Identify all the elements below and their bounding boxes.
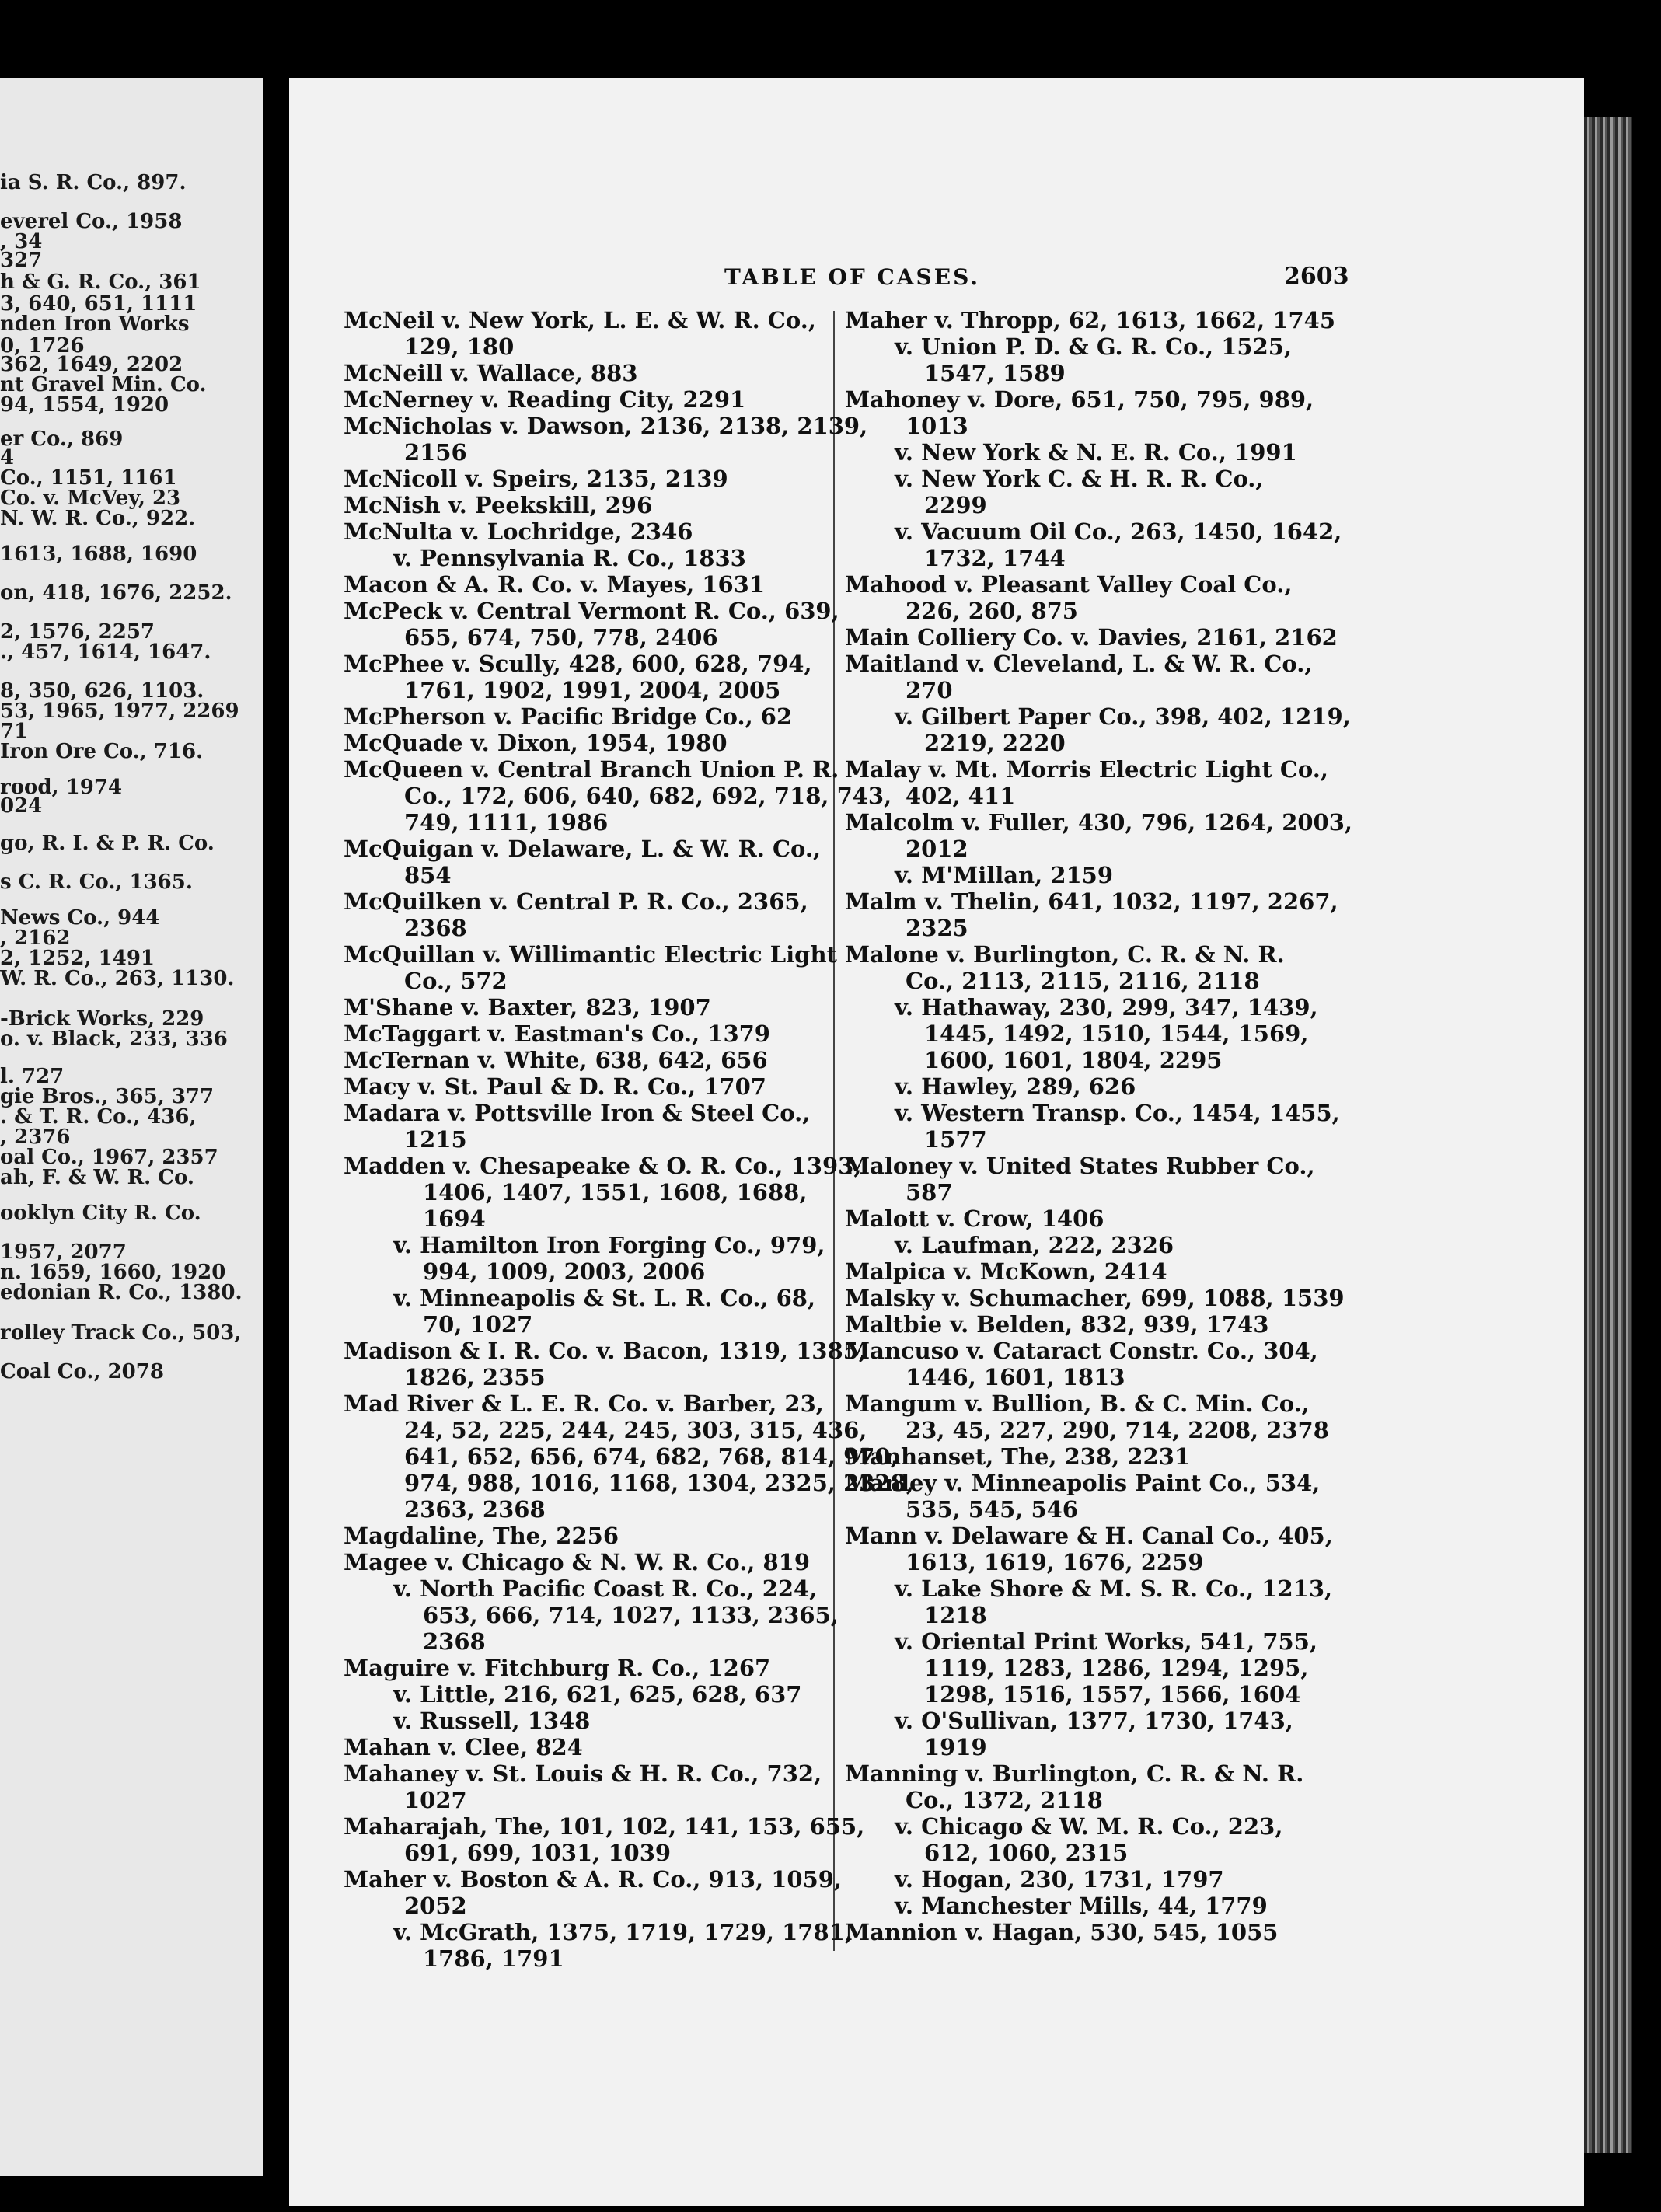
- case-entry: Magdaline, The, 2256: [344, 1523, 619, 1549]
- case-entry-continuation: 226, 260, 875: [906, 598, 1078, 624]
- fragment-line: 4: [0, 446, 15, 469]
- fragment-line: nden Iron Works: [0, 312, 190, 336]
- fragment-line: gie Bros., 365, 377: [0, 1085, 215, 1108]
- case-entry: Maharajah, The, 101, 102, 141, 153, 655,: [344, 1813, 865, 1840]
- case-entry: Manhanset, The, 238, 2231: [845, 1443, 1191, 1470]
- case-entry: McNeill v. Wallace, 883: [344, 360, 638, 386]
- case-sub-entry: v. Hawley, 289, 626: [895, 1073, 1136, 1100]
- case-entry-continuation: 535, 545, 546: [906, 1496, 1078, 1523]
- case-entry-continuation: 974, 988, 1016, 1168, 1304, 2325, 2328,: [404, 1470, 914, 1496]
- fragment-line: News Co., 944: [0, 906, 160, 930]
- case-entry-continuation: 1446, 1601, 1813: [906, 1364, 1125, 1390]
- case-entry: Malott v. Crow, 1406: [845, 1205, 1104, 1232]
- case-entry: Mancuso v. Cataract Constr. Co., 304,: [845, 1338, 1318, 1364]
- case-entry: McQuillan v. Willimantic Electric Light: [344, 941, 837, 968]
- fragment-line: 1957, 2077: [0, 1240, 127, 1264]
- fragment-line: o. v. Black, 233, 336: [0, 1027, 228, 1051]
- case-entry-continuation: 612, 1060, 2315: [924, 1840, 1129, 1866]
- case-entry-continuation: 2219, 2220: [924, 730, 1066, 756]
- case-entry: McNicoll v. Speirs, 2135, 2139: [344, 466, 728, 492]
- case-sub-entry: v. Minneapolis & St. L. R. Co., 68,: [393, 1285, 816, 1311]
- fragment-line: ooklyn City R. Co.: [0, 1202, 201, 1225]
- case-entry-continuation: 691, 699, 1031, 1039: [404, 1840, 672, 1866]
- case-sub-entry: v. Western Transp. Co., 1454, 1455,: [895, 1100, 1340, 1126]
- case-entry-continuation: 1600, 1601, 1804, 2295: [924, 1047, 1223, 1073]
- case-entry: Maltbie v. Belden, 832, 939, 1743: [845, 1311, 1269, 1338]
- case-entry-continuation: 2325: [906, 915, 968, 941]
- case-sub-entry: v. New York C. & H. R. R. Co.,: [895, 466, 1264, 492]
- case-entry: Main Colliery Co. v. Davies, 2161, 2162: [845, 624, 1338, 651]
- case-entry: Malpica v. McKown, 2414: [845, 1258, 1167, 1285]
- case-entry: McNulta v. Lochridge, 2346: [344, 518, 693, 545]
- case-entry: McQueen v. Central Branch Union P. R.: [344, 756, 839, 783]
- case-sub-entry: v. Manchester Mills, 44, 1779: [895, 1893, 1268, 1919]
- case-sub-entry: v. Hogan, 230, 1731, 1797: [895, 1866, 1224, 1893]
- fragment-line: 94, 1554, 1920: [0, 393, 169, 417]
- fragment-line: ia S. R. Co., 897.: [0, 171, 187, 194]
- case-entry: Madara v. Pottsville Iron & Steel Co.,: [344, 1100, 811, 1126]
- case-entry-continuation: 1826, 2355: [404, 1364, 546, 1390]
- fragment-line: go, R. I. & P. R. Co.: [0, 832, 215, 855]
- case-entry-continuation: 1761, 1902, 1991, 2004, 2005: [404, 677, 781, 703]
- case-entry: McPeck v. Central Vermont R. Co., 639,: [344, 598, 839, 624]
- case-entry: McQuilken v. Central P. R. Co., 2365,: [344, 888, 808, 915]
- case-entry-continuation: 1613, 1619, 1676, 2259: [906, 1549, 1204, 1575]
- case-entry: Mahoney v. Dore, 651, 750, 795, 989,: [845, 386, 1314, 413]
- case-entry-continuation: 1218: [924, 1602, 987, 1628]
- fragment-line: , 2376: [0, 1125, 71, 1149]
- fragment-line: n. 1659, 1660, 1920: [0, 1261, 226, 1284]
- case-entry: Malay v. Mt. Morris Electric Light Co.,: [845, 756, 1328, 783]
- fragment-line: er Co., 869: [0, 427, 124, 451]
- case-entry: Mannion v. Hagan, 530, 545, 1055: [845, 1919, 1279, 1945]
- case-sub-entry: v. Pennsylvania R. Co., 1833: [393, 545, 746, 571]
- fragment-line: 024: [0, 794, 43, 818]
- fragment-line: h & G. R. Co., 361: [0, 270, 201, 294]
- case-entry-continuation: 2368: [423, 1628, 486, 1655]
- case-entry-continuation: 854: [404, 862, 452, 888]
- case-sub-entry: v. Union P. D. & G. R. Co., 1525,: [895, 333, 1293, 360]
- case-entry: Maloney v. United States Rubber Co.,: [845, 1153, 1315, 1179]
- fragment-line: -Brick Works, 229: [0, 1007, 204, 1031]
- case-entry: McNeil v. New York, L. E. & W. R. Co.,: [344, 307, 816, 333]
- fragment-line: . & T. R. Co., 436,: [0, 1105, 197, 1129]
- case-entry-continuation: 641, 652, 656, 674, 682, 768, 814, 970,: [404, 1443, 899, 1470]
- case-entry: Malsky v. Schumacher, 699, 1088, 1539: [845, 1285, 1345, 1311]
- page-number: 2603: [1284, 263, 1349, 290]
- case-entry-continuation: 1215: [404, 1126, 467, 1153]
- case-entry-continuation: 1694: [423, 1205, 486, 1232]
- case-sub-entry: v. McGrath, 1375, 1719, 1729, 1781,: [393, 1919, 853, 1945]
- fragment-line: 71: [0, 720, 29, 743]
- case-sub-entry: v. M'Millan, 2159: [895, 862, 1114, 888]
- case-entry-continuation: 2368: [404, 915, 467, 941]
- case-entry: Malm v. Thelin, 641, 1032, 1197, 2267,: [845, 888, 1338, 915]
- case-sub-entry: v. Hamilton Iron Forging Co., 979,: [393, 1232, 825, 1258]
- case-entry-continuation: 2156: [404, 439, 467, 466]
- fragment-line: , 34: [0, 230, 43, 253]
- case-sub-entry: v. Laufman, 222, 2326: [895, 1232, 1174, 1258]
- case-entry: M'Shane v. Baxter, 823, 1907: [344, 994, 711, 1021]
- case-entry: Mad River & L. E. R. Co. v. Barber, 23,: [344, 1390, 824, 1417]
- case-entry-continuation: 1406, 1407, 1551, 1608, 1688,: [423, 1179, 808, 1205]
- running-head: TABLE OF CASES.: [724, 264, 981, 290]
- case-entry: Maitland v. Cleveland, L. & W. R. Co.,: [845, 651, 1313, 677]
- case-entry: Manley v. Minneapolis Paint Co., 534,: [845, 1470, 1321, 1496]
- case-entry: Maher v. Thropp, 62, 1613, 1662, 1745: [845, 307, 1336, 333]
- case-entry-continuation: 2012: [906, 836, 968, 862]
- case-entry-continuation: 1786, 1791: [423, 1945, 564, 1972]
- case-sub-entry: v. North Pacific Coast R. Co., 224,: [393, 1575, 818, 1602]
- case-entry: Mann v. Delaware & H. Canal Co., 405,: [845, 1523, 1333, 1549]
- case-entry-continuation: 1013: [906, 413, 968, 439]
- case-entry-continuation: 587: [906, 1179, 953, 1205]
- fragment-line: rood, 1974: [0, 776, 123, 799]
- case-entry: Magee v. Chicago & N. W. R. Co., 819: [344, 1549, 811, 1575]
- right-column: [845, 307, 1584, 1945]
- case-entry: Macon & A. R. Co. v. Mayes, 1631: [344, 571, 765, 598]
- fragment-line: 0, 1726: [0, 334, 85, 358]
- fragment-line: Co., 1151, 1161: [0, 466, 177, 490]
- case-entry: Macy v. St. Paul & D. R. Co., 1707: [344, 1073, 766, 1100]
- case-entry: McPherson v. Pacific Bridge Co., 62: [344, 703, 793, 730]
- case-entry: McNish v. Peekskill, 296: [344, 492, 653, 518]
- case-entry-continuation: 1577: [924, 1126, 987, 1153]
- case-entry: Mahood v. Pleasant Valley Coal Co.,: [845, 571, 1293, 598]
- case-entry-continuation: 2052: [404, 1893, 467, 1919]
- fragment-line: everel Co., 1958: [0, 210, 183, 233]
- case-entry: Manning v. Burlington, C. R. & N. R.: [845, 1760, 1304, 1787]
- case-sub-entry: v. Lake Shore & M. S. R. Co., 1213,: [895, 1575, 1333, 1602]
- case-entry: Maguire v. Fitchburg R. Co., 1267: [344, 1655, 771, 1681]
- case-entry-continuation: 655, 674, 750, 778, 2406: [404, 624, 718, 651]
- case-entry: McNicholas v. Dawson, 2136, 2138, 2139,: [344, 413, 868, 439]
- case-entry-continuation: 23, 45, 227, 290, 714, 2208, 2378: [906, 1417, 1329, 1443]
- case-entry-continuation: Co., 2113, 2115, 2116, 2118: [906, 968, 1260, 994]
- book-gutter: [263, 78, 289, 2176]
- fragment-line: s C. R. Co., 1365.: [0, 870, 193, 894]
- fragment-line: edonian R. Co., 1380.: [0, 1281, 243, 1304]
- case-entry: McTaggart v. Eastman's Co., 1379: [344, 1021, 770, 1047]
- fragment-line: 53, 1965, 1977, 2269: [0, 700, 239, 723]
- case-entry: Madison & I. R. Co. v. Bacon, 1319, 1385,: [344, 1338, 867, 1364]
- case-entry-continuation: 1445, 1492, 1510, 1544, 1569,: [924, 1021, 1309, 1047]
- case-entry: McQuade v. Dixon, 1954, 1980: [344, 730, 728, 756]
- case-entry-continuation: 653, 666, 714, 1027, 1133, 2365,: [423, 1602, 839, 1628]
- case-entry: McPhee v. Scully, 428, 600, 628, 794,: [344, 651, 812, 677]
- fragment-line: on, 418, 1676, 2252.: [0, 581, 232, 605]
- case-entry-continuation: Co., 172, 606, 640, 682, 692, 718, 743,: [404, 783, 892, 809]
- case-entry-continuation: 1119, 1283, 1286, 1294, 1295,: [924, 1655, 1309, 1681]
- index-page: [289, 78, 1584, 2206]
- case-sub-entry: v. Vacuum Oil Co., 263, 1450, 1642,: [895, 518, 1342, 545]
- case-sub-entry: v. New York & N. E. R. Co., 1991: [895, 439, 1297, 466]
- fragment-line: Coal Co., 2078: [0, 1360, 164, 1383]
- fragment-line: 1613, 1688, 1690: [0, 543, 197, 566]
- case-entry: Madden v. Chesapeake & O. R. Co., 1393,: [344, 1153, 862, 1179]
- case-entry-continuation: Co., 572: [404, 968, 508, 994]
- case-sub-entry: v. Chicago & W. M. R. Co., 223,: [895, 1813, 1283, 1840]
- case-entry: McQuigan v. Delaware, L. & W. R. Co.,: [344, 836, 822, 862]
- fragment-line: oal Co., 1967, 2357: [0, 1146, 218, 1169]
- fragment-line: ., 457, 1614, 1647.: [0, 640, 211, 664]
- case-sub-entry: v. Gilbert Paper Co., 398, 402, 1219,: [895, 703, 1351, 730]
- fragment-line: 8, 350, 626, 1103.: [0, 679, 204, 703]
- fragment-line: 362, 1649, 2202: [0, 353, 183, 376]
- fragment-line: 2, 1576, 2257: [0, 620, 155, 644]
- fragment-line: nt Gravel Min. Co.: [0, 373, 207, 396]
- fragment-line: Iron Ore Co., 716.: [0, 740, 204, 763]
- case-entry: Maher v. Boston & A. R. Co., 913, 1059,: [344, 1866, 843, 1893]
- case-entry: Mangum v. Bullion, B. & C. Min. Co.,: [845, 1390, 1310, 1417]
- case-sub-entry: v. Hathaway, 230, 299, 347, 1439,: [895, 994, 1318, 1021]
- fragment-line: , 2162: [0, 926, 71, 950]
- case-entry: McTernan v. White, 638, 642, 656: [344, 1047, 768, 1073]
- fragment-line: 2, 1252, 1491: [0, 947, 155, 970]
- case-sub-entry: v. O'Sullivan, 1377, 1730, 1743,: [895, 1708, 1293, 1734]
- fragment-line: rolley Track Co., 503,: [0, 1321, 242, 1345]
- facing-page-fragment: [0, 78, 263, 2176]
- case-entry-continuation: 749, 1111, 1986: [404, 809, 609, 836]
- case-entry-continuation: 270: [906, 677, 953, 703]
- case-entry-continuation: 1919: [924, 1734, 987, 1760]
- case-entry: Mahan v. Clee, 824: [344, 1734, 583, 1760]
- case-entry: McNerney v. Reading City, 2291: [344, 386, 746, 413]
- fragment-line: ah, F. & W. R. Co.: [0, 1166, 194, 1189]
- case-entry-continuation: 2363, 2368: [404, 1496, 546, 1523]
- case-sub-entry: v. Oriental Print Works, 541, 755,: [895, 1628, 1317, 1655]
- case-entry-continuation: 24, 52, 225, 244, 245, 303, 315, 436,: [404, 1417, 867, 1443]
- fragment-line: 3, 640, 651, 1111: [0, 292, 197, 316]
- case-entry-continuation: 402, 411: [906, 783, 1016, 809]
- case-entry-continuation: 1298, 1516, 1557, 1566, 1604: [924, 1681, 1301, 1708]
- case-entry-continuation: Co., 1372, 2118: [906, 1787, 1103, 1813]
- case-entry-continuation: 70, 1027: [423, 1311, 533, 1338]
- case-sub-entry: v. Russell, 1348: [393, 1708, 591, 1734]
- fragment-line: N. W. R. Co., 922.: [0, 507, 196, 530]
- case-entry-continuation: 994, 1009, 2003, 2006: [423, 1258, 706, 1285]
- case-entry-continuation: 1732, 1744: [924, 545, 1066, 571]
- fragment-line: l. 727: [0, 1065, 65, 1088]
- fragment-line: 327: [0, 249, 43, 272]
- case-entry-continuation: 1027: [404, 1787, 467, 1813]
- fragment-line: Co. v. McVey, 23: [0, 487, 181, 510]
- page-stack-edge: [1584, 117, 1632, 2153]
- case-sub-entry: v. Little, 216, 621, 625, 628, 637: [393, 1681, 802, 1708]
- case-entry: Mahaney v. St. Louis & H. R. Co., 732,: [344, 1760, 822, 1787]
- case-entry-continuation: 129, 180: [404, 333, 515, 360]
- case-entry: Malcolm v. Fuller, 430, 796, 1264, 2003,: [845, 809, 1353, 836]
- case-entry: Malone v. Burlington, C. R. & N. R.: [845, 941, 1285, 968]
- case-entry-continuation: 2299: [924, 492, 987, 518]
- fragment-line: W. R. Co., 263, 1130.: [0, 967, 235, 990]
- case-entry-continuation: 1547, 1589: [924, 360, 1066, 386]
